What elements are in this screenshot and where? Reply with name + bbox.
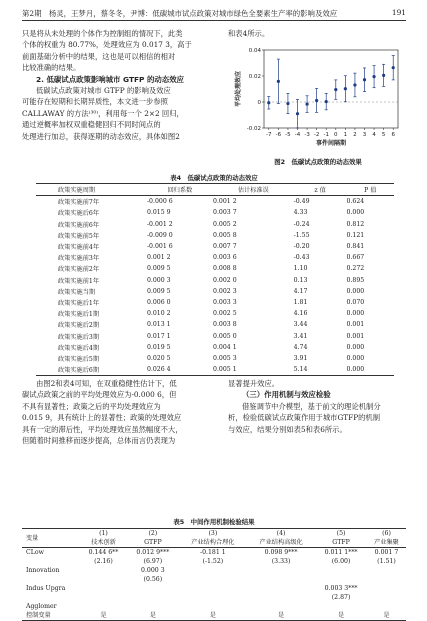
period-cell: 政策实施后3期 bbox=[58, 333, 100, 341]
p-cell: 0.000 bbox=[346, 343, 365, 351]
data-point bbox=[296, 112, 299, 115]
table-header-cell: 变量 bbox=[26, 534, 39, 542]
text-line: 通过逆概率加权双重稳健回归不同时间点的 bbox=[22, 120, 161, 130]
text-line: CALLAWAY 的方法⁽³⁰⁾，利用每一个 2×2 回归， bbox=[22, 108, 184, 118]
se-cell: 0.003 8 bbox=[213, 321, 237, 329]
data-point bbox=[325, 100, 328, 103]
x-tick-label: 4 bbox=[372, 132, 376, 138]
text-line: 由图2和表4可知，在双重稳健性估计下，低 bbox=[36, 379, 177, 388]
table-header-cell: 回归系数 bbox=[167, 187, 193, 195]
empty-cell bbox=[22, 557, 80, 566]
coefficient-cell: 是 bbox=[149, 612, 156, 619]
se-cell: 0.005 3 bbox=[213, 354, 237, 362]
x-tick-label: -1 bbox=[323, 132, 329, 138]
table-header-cell: 产业结构合理化 bbox=[191, 539, 235, 546]
coefficient-cell bbox=[315, 602, 367, 611]
table-header-cell: 估计标准误 bbox=[237, 187, 269, 195]
se-cell: 0.005 8 bbox=[213, 231, 237, 239]
coefficient-cell bbox=[247, 584, 315, 593]
data-point bbox=[344, 87, 347, 90]
period-cell: 政策实施后4期 bbox=[58, 344, 100, 352]
p-cell: 0.001 bbox=[346, 321, 365, 329]
data-point bbox=[334, 88, 337, 91]
z-cell: 3.44 bbox=[293, 321, 308, 329]
p-cell: 0.000 bbox=[346, 366, 365, 374]
table-row bbox=[36, 353, 394, 364]
period-cell: 政策实施前4年 bbox=[58, 244, 100, 252]
t-stat-cell: (6.97) bbox=[143, 558, 163, 565]
table-row bbox=[36, 342, 394, 353]
t-stat-cell: (2.87) bbox=[331, 594, 351, 601]
period-cell: 政策实施后5期 bbox=[58, 355, 100, 363]
text-line: 不具有显著性；政策之后的平均处理效应为 bbox=[22, 401, 161, 411]
right-column-intro bbox=[228, 28, 406, 39]
text-line: 可能存在短期和长期异质性，本文进一步参照 bbox=[22, 97, 168, 107]
coefficient-cell bbox=[127, 602, 179, 611]
table-row bbox=[36, 207, 394, 218]
coefficient-cell: 是 bbox=[337, 612, 345, 619]
coefficient-cell bbox=[179, 566, 247, 575]
x-tick-label: 3 bbox=[362, 132, 367, 138]
coef-cell: 0.015 9 bbox=[146, 209, 171, 217]
z-cell: 4.16 bbox=[293, 310, 308, 318]
table5-caption: 表5 中间作用机制检验结果 bbox=[173, 518, 255, 526]
t-stat-cell: (3.33) bbox=[271, 558, 291, 565]
t-stat-cell bbox=[247, 593, 315, 602]
dynamic-effect-chart bbox=[232, 42, 404, 154]
empty-cell bbox=[22, 593, 80, 602]
text-line: 处理进行加总，获得逐期的动态效应，具体如图2 bbox=[22, 131, 180, 141]
coefficient-cell: 是 bbox=[383, 612, 390, 619]
coef-cell: 0.020 5 bbox=[146, 354, 171, 362]
z-cell: 3.91 bbox=[293, 354, 308, 362]
bottom-left-text bbox=[22, 378, 218, 446]
t-stat-cell bbox=[127, 593, 179, 602]
coefficient-cell: 是 bbox=[100, 612, 107, 619]
table-row bbox=[22, 566, 406, 575]
x-tick-label: -7 bbox=[266, 132, 272, 138]
table-header-row bbox=[22, 529, 406, 539]
p-cell: 0.000 bbox=[346, 310, 365, 318]
table-row bbox=[22, 548, 406, 558]
coef-cell: 0.001 2 bbox=[146, 254, 171, 262]
se-cell: 0.004 1 bbox=[213, 343, 237, 351]
z-cell: -0.43 bbox=[293, 254, 310, 262]
p-cell: 0.000 bbox=[346, 209, 365, 217]
table-row bbox=[36, 275, 394, 286]
se-cell: 0.001 2 bbox=[213, 198, 237, 206]
coef-cell: 0.026 4 bbox=[146, 366, 171, 374]
t-stat-cell bbox=[247, 575, 315, 584]
se-cell: 0.003 3 bbox=[213, 298, 237, 306]
coefficient-cell: 0.012 9*** bbox=[136, 549, 170, 556]
table-header-cell: 产业结构高级化 bbox=[259, 539, 303, 546]
coefficient-cell bbox=[127, 584, 179, 593]
y-tick-label: 0.04 bbox=[248, 48, 261, 54]
coefficient-cell: 0.011 1*** bbox=[324, 549, 358, 556]
data-point bbox=[363, 78, 366, 81]
table-row bbox=[22, 557, 406, 566]
table-row bbox=[36, 330, 394, 341]
table-header-cell: GTFP bbox=[332, 539, 350, 546]
table-row bbox=[22, 593, 406, 602]
z-cell: 4.33 bbox=[293, 209, 308, 217]
figure-caption: 图2 低碳试点政策的动态效果 bbox=[274, 158, 362, 166]
coefficient-cell bbox=[80, 566, 127, 575]
period-cell: 政策实施后2期 bbox=[58, 322, 100, 330]
p-cell: 0.841 bbox=[346, 243, 365, 251]
x-tick-label: 1 bbox=[343, 132, 348, 138]
table-row bbox=[36, 364, 394, 376]
table-row bbox=[36, 219, 394, 230]
table-row bbox=[36, 263, 394, 274]
z-cell: 1.81 bbox=[293, 298, 308, 306]
table-header-cell: GTFP bbox=[144, 539, 162, 546]
table-row bbox=[36, 196, 394, 208]
coef-cell: 0.006 0 bbox=[146, 298, 171, 306]
p-cell: 0.812 bbox=[346, 220, 365, 228]
table-header-cell: 技术创新 bbox=[91, 539, 116, 546]
z-cell: 5.14 bbox=[293, 366, 308, 374]
text-line: 但随着时间推移而逐步提高，总体而言仍表现为 bbox=[22, 436, 176, 446]
coefficient-cell bbox=[179, 602, 247, 611]
coefficient-cell bbox=[315, 566, 367, 575]
p-cell: 0.000 bbox=[346, 287, 365, 295]
p-cell: 0.001 bbox=[346, 332, 365, 340]
data-point bbox=[392, 66, 395, 69]
period-cell: 政策实施当期 bbox=[58, 288, 96, 296]
table-row bbox=[36, 319, 394, 330]
x-tick-label: -5 bbox=[285, 132, 291, 138]
t-stat-cell: (1.51) bbox=[377, 558, 396, 565]
table-header-cell: 政策实施周期 bbox=[58, 187, 96, 195]
period-cell: 政策实施前1年 bbox=[58, 277, 100, 285]
table-row bbox=[36, 230, 394, 241]
text-line: 和表4所示。 bbox=[228, 29, 270, 38]
y-tick-label: 0 bbox=[257, 100, 261, 106]
y-tick-label: -0.02 bbox=[246, 126, 261, 132]
table-header-cell: (5) bbox=[336, 530, 346, 537]
x-tick-label: 5 bbox=[381, 132, 386, 138]
data-point bbox=[267, 101, 270, 104]
coefficient-cell bbox=[367, 584, 406, 593]
section-heading: （三）作用机制与效应检验 bbox=[242, 390, 331, 400]
variable-name-cell: Innovation bbox=[26, 567, 60, 574]
left-column-text bbox=[22, 28, 218, 142]
table-row bbox=[36, 308, 394, 319]
t-stat-cell: (2.16) bbox=[94, 558, 113, 565]
table-header-row bbox=[22, 538, 406, 548]
p-cell: 0.070 bbox=[346, 298, 365, 306]
p-cell: 0.667 bbox=[346, 254, 365, 262]
z-cell: 3.41 bbox=[293, 332, 308, 340]
t-stat-cell bbox=[367, 593, 406, 602]
text-line: 与效应，结果分别如表5和表6所示。 bbox=[228, 424, 347, 434]
t-stat-cell bbox=[80, 593, 127, 602]
data-point bbox=[286, 102, 289, 105]
coef-cell: 0.019 5 bbox=[146, 343, 171, 351]
x-tick-label: 0 bbox=[334, 132, 338, 138]
t-stat-cell bbox=[367, 575, 406, 584]
header-text: 第2期 杨灵，王梦月，蔡冬冬，尹博：低碳城市试点政策对城市绿色全要素生产率的影响及效应 bbox=[22, 9, 338, 18]
z-cell: -1.55 bbox=[293, 231, 310, 239]
z-cell: 4.74 bbox=[293, 343, 308, 351]
table-header-cell: (3) bbox=[208, 530, 218, 537]
coef-cell: 0.009 5 bbox=[146, 287, 171, 295]
variable-name-cell: Agglomer bbox=[26, 603, 57, 610]
variable-name-cell: CLow bbox=[26, 549, 44, 556]
text-line: 前面基础分析中的结果，这也是可以相信的相对 bbox=[22, 51, 176, 61]
table-row bbox=[22, 575, 406, 584]
z-cell: -0.20 bbox=[293, 243, 310, 251]
t-stat-cell: (-1.52) bbox=[202, 558, 224, 565]
se-cell: 0.002 5 bbox=[213, 310, 237, 318]
table-header-cell: (2) bbox=[148, 530, 158, 537]
table5 bbox=[22, 528, 406, 621]
coefficient-cell bbox=[80, 602, 127, 611]
coefficient-cell: 是 bbox=[277, 612, 285, 619]
y-tick-label: 0.02 bbox=[248, 74, 261, 80]
text-line: 显著提升效应。 bbox=[228, 379, 280, 388]
text-line: 只是将从未处理的个体作为控制组的情况下，此类 bbox=[22, 29, 183, 38]
coef-cell: -0.009 0 bbox=[146, 231, 173, 239]
text-line: 具有一定的滞后性，平均处理效应虽然幅度不大， bbox=[22, 424, 183, 434]
table-header-cell: (1) bbox=[99, 530, 108, 537]
data-point bbox=[315, 99, 318, 102]
data-point bbox=[353, 83, 356, 86]
t-stat-cell bbox=[315, 575, 367, 584]
text-line: 碳试点政策之前的平均处理效应为-0.000 6，但 bbox=[22, 390, 177, 400]
t-stat-cell: (0.56) bbox=[143, 576, 163, 583]
coef-cell: 0.009 5 bbox=[146, 265, 171, 273]
z-cell: 1.10 bbox=[293, 265, 308, 273]
z-cell: 4.17 bbox=[293, 287, 308, 295]
table-row bbox=[22, 611, 406, 621]
coef-cell: 0.000 3 bbox=[146, 276, 171, 284]
period-cell: 政策实施后6期 bbox=[58, 367, 100, 375]
coef-cell: -0.001 6 bbox=[146, 243, 173, 251]
period-cell: 政策实施前5年 bbox=[58, 232, 100, 240]
z-cell: -0.49 bbox=[293, 198, 310, 206]
table4-caption: 表4 低碳试点政策的动态效应 bbox=[170, 174, 258, 182]
table-row bbox=[36, 297, 394, 308]
data-point bbox=[372, 75, 375, 78]
data-point bbox=[382, 74, 385, 77]
text-line: 比较准确的结果。 bbox=[22, 63, 81, 73]
coefficient-cell: 0.001 7 bbox=[374, 549, 399, 556]
table4 bbox=[36, 183, 394, 376]
coefficient-cell bbox=[80, 584, 127, 593]
data-point bbox=[277, 80, 280, 83]
se-cell: 0.003 6 bbox=[213, 254, 237, 262]
coef-cell: -0.001 2 bbox=[146, 220, 173, 228]
t-stat-cell bbox=[179, 575, 247, 584]
x-tick-label: 2 bbox=[353, 132, 357, 138]
data-point bbox=[305, 102, 308, 105]
header-rule bbox=[22, 20, 406, 21]
table-row bbox=[36, 241, 394, 252]
x-tick-label: -6 bbox=[275, 132, 282, 138]
coef-cell: 0.010 2 bbox=[146, 310, 171, 318]
table-header-cell: z 值 bbox=[314, 187, 326, 195]
coefficient-cell: 0.098 9*** bbox=[264, 549, 298, 556]
z-cell: -0.24 bbox=[293, 220, 310, 228]
x-tick-label: 6 bbox=[391, 132, 395, 138]
p-cell: 0.000 bbox=[346, 354, 365, 362]
coefficient-cell: 是 bbox=[209, 612, 216, 619]
se-cell: 0.005 1 bbox=[213, 366, 237, 374]
t-stat-cell bbox=[80, 575, 127, 584]
table-row bbox=[22, 602, 406, 611]
table-header-cell: (4) bbox=[276, 530, 286, 537]
t-stat-cell: (6.00) bbox=[331, 558, 351, 565]
coefficient-cell bbox=[179, 584, 247, 593]
table-row bbox=[36, 286, 394, 297]
x-tick-label: -4 bbox=[294, 132, 301, 138]
period-cell: 政策实施前2年 bbox=[58, 266, 100, 274]
period-cell: 政策实施后1期 bbox=[58, 311, 100, 319]
period-cell: 政策实施后1年 bbox=[58, 299, 100, 307]
se-cell: 0.007 7 bbox=[213, 243, 237, 251]
y-axis-label: 平均处理效应 bbox=[235, 70, 242, 108]
text-line: 0.015 9，具有统计上的显著性；政策的处理效应 bbox=[22, 413, 182, 423]
section-heading: 2. 低碳试点政策影响城市 GTFP 的动态效应 bbox=[36, 74, 184, 84]
coefficient-cell bbox=[367, 566, 406, 575]
coefficient-cell: 0.000 3 bbox=[141, 567, 165, 574]
p-cell: 0.272 bbox=[346, 265, 365, 273]
coefficient-cell: 0.144 6** bbox=[88, 549, 119, 556]
coefficient-cell bbox=[367, 602, 406, 611]
table-header-cell: (6) bbox=[382, 530, 391, 537]
se-cell: 0.005 0 bbox=[213, 332, 237, 340]
table-row bbox=[36, 252, 394, 263]
se-cell: 0.002 0 bbox=[213, 276, 237, 284]
se-cell: 0.003 7 bbox=[213, 209, 237, 217]
se-cell: 0.008 8 bbox=[213, 265, 237, 273]
table-header-cell: 产业集聚 bbox=[374, 539, 399, 546]
text-line: 低碳试点政策对城市 GTFP 的影响及效应 bbox=[36, 86, 171, 96]
text-line: 个体的权重为 80.77%，处理效应为 0.017 3，高于 bbox=[22, 40, 192, 50]
coefficient-cell: -0.181 1 bbox=[199, 549, 226, 556]
p-cell: 0.121 bbox=[346, 231, 365, 239]
variable-name-cell: 控制变量 bbox=[26, 612, 51, 619]
coefficient-cell bbox=[247, 602, 315, 611]
variable-name-cell: Indus Upgra bbox=[26, 585, 66, 592]
bottom-right-text bbox=[228, 378, 406, 435]
empty-cell bbox=[22, 575, 80, 584]
period-cell: 政策实施前7年 bbox=[58, 199, 100, 207]
coef-cell: 0.013 1 bbox=[146, 321, 171, 329]
table-header-cell: P 值 bbox=[364, 187, 377, 195]
x-axis-label: 事件间隔期 bbox=[315, 140, 347, 147]
coefficient-cell bbox=[247, 566, 315, 575]
table-row bbox=[22, 584, 406, 593]
z-cell: 0.13 bbox=[293, 276, 308, 284]
p-cell: 0.895 bbox=[346, 276, 365, 284]
coef-cell: 0.017 1 bbox=[146, 332, 171, 340]
running-header bbox=[22, 8, 406, 19]
period-cell: 政策实施后6年 bbox=[58, 210, 100, 218]
table-header-row bbox=[36, 184, 394, 196]
coef-cell: -0.000 6 bbox=[146, 198, 173, 206]
text-line: 借鉴调节中介模型，基于前文的理论机制分 bbox=[242, 401, 381, 411]
se-cell: 0.005 2 bbox=[213, 220, 237, 228]
t-stat-cell bbox=[179, 593, 247, 602]
period-cell: 政策实施前3年 bbox=[58, 255, 100, 263]
se-cell: 0.002 3 bbox=[213, 287, 237, 295]
x-tick-label: -3 bbox=[304, 132, 310, 138]
p-cell: 0.624 bbox=[346, 198, 365, 206]
x-tick-label: -2 bbox=[313, 132, 320, 138]
coefficient-cell: 0.003 3*** bbox=[324, 585, 358, 592]
page-number: 191 bbox=[391, 8, 406, 17]
plot-frame bbox=[264, 50, 398, 128]
text-line: 析，检验低碳试点政策作用于城市GTFP的机制 bbox=[228, 413, 381, 423]
period-cell: 政策实施前6年 bbox=[58, 221, 100, 229]
